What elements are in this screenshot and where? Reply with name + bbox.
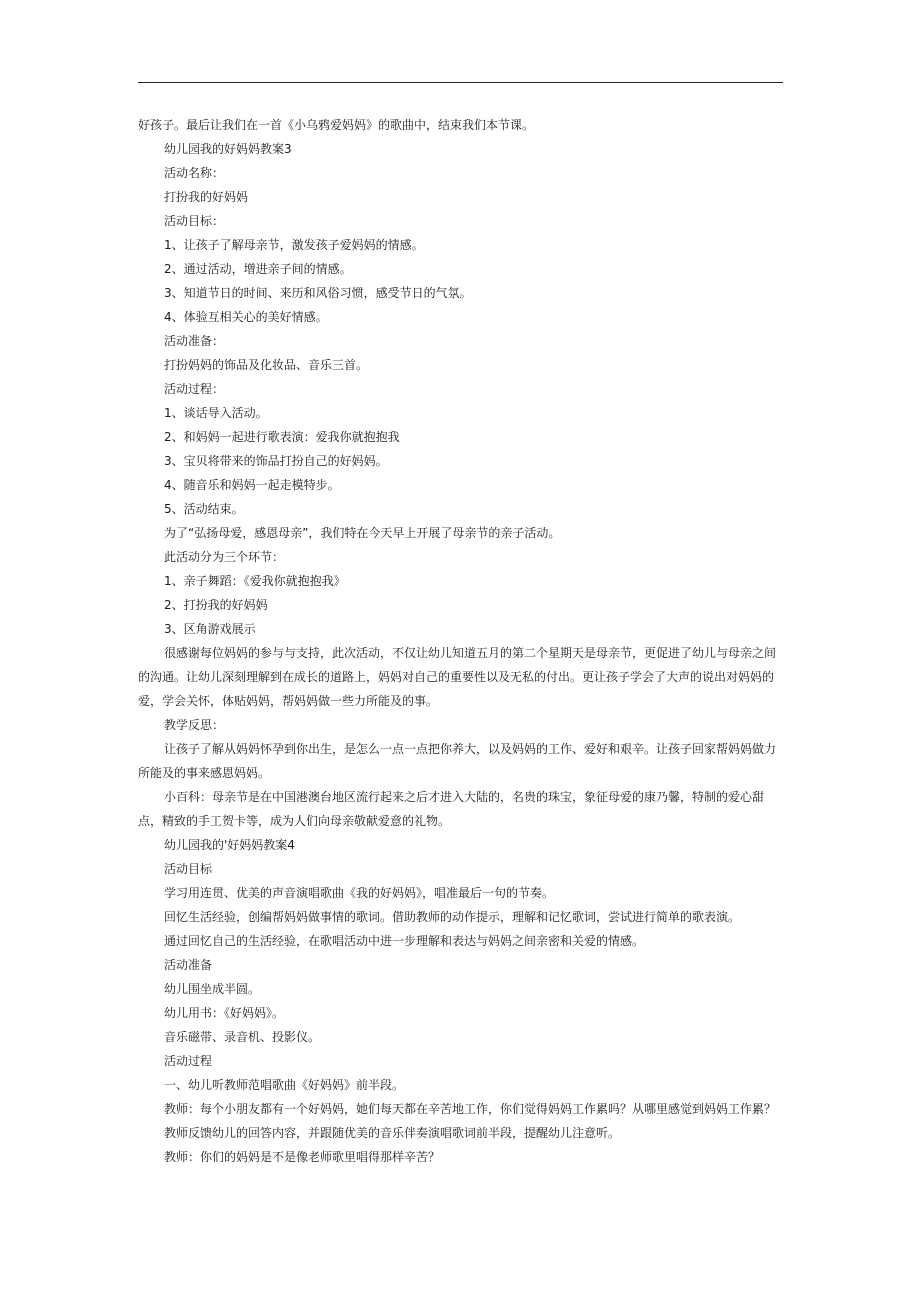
document-body — [138, 113, 783, 1169]
list-item: 4、随音乐和妈妈一起走模特步。 — [164, 478, 340, 492]
list-item: 1、让孩子了解母亲节，激发孩子爱妈妈的情感。 — [164, 238, 424, 252]
text-line: 一、幼儿听教师范唱歌曲《好妈妈》前半段。 — [164, 1078, 405, 1092]
section-heading: 幼儿园我的'好妈妈教案4 — [164, 838, 295, 852]
text-line: 活动过程： — [164, 382, 225, 396]
list-item: 3、宝贝将带来的饰品打扮自己的好妈妈。 — [164, 454, 388, 468]
section-heading: 幼儿园我的好妈妈教案3 — [164, 142, 292, 156]
list-item: 1、谈话导入活动。 — [164, 406, 268, 420]
text-line: 学习用连贯、优美的声音演唱歌曲《我的好妈妈》，唱准最后一句的节奏。 — [164, 886, 555, 900]
text-line: 活动准备 — [164, 958, 213, 972]
paragraph — [138, 641, 783, 713]
list-item: 5、活动结束。 — [164, 502, 244, 516]
text-line: 教师反馈幼儿的回答内容，并跟随优美的音乐伴奏演唱歌词前半段，提醒幼儿注意听。 — [164, 1126, 621, 1140]
text-line: 通过回忆自己的生活经验，在歌唱活动中进一步理解和表达与妈妈之间亲密和关爱的情感。 — [164, 934, 645, 948]
text-line: 活动目标： — [164, 214, 225, 228]
text-line: 回忆生活经验，创编帮妈妈做事情的歌词。借助教师的动作提示，理解和记忆歌词，尝试进行简单的歌表演。 — [164, 910, 741, 924]
paragraph — [138, 785, 783, 833]
list-item: 3、区角游戏展示 — [164, 622, 256, 636]
text-line: 好孩子。最后让我们在一首《小乌鸦爱妈妈》的歌曲中，结束我们本节课。 — [138, 118, 535, 132]
text-line: 活动准备： — [164, 334, 225, 348]
text-line: 教学反思： — [164, 718, 225, 732]
list-item: 3、知道节日的时间、来历和风俗习惯，感受节日的气氛。 — [164, 286, 472, 300]
list-item: 2、和妈妈一起进行歌表演：爱我你就抱抱我 — [164, 430, 400, 444]
text-line: 教师：你们的妈妈是不是像老师歌里唱得那样辛苦？ — [164, 1150, 441, 1164]
text-line: 活动过程 — [164, 1054, 213, 1068]
list-item: 2、打扮我的好妈妈 — [164, 598, 268, 612]
text-line: 音乐磁带、录音机、投影仪。 — [164, 1030, 321, 1044]
text-line: 为了“弘扬母爱，感恩母亲”，我们特在今天早上开展了母亲节的亲子活动。 — [164, 526, 561, 540]
text-line: 活动名称： — [164, 166, 225, 180]
text-line: 此活动分为三个环节： — [164, 550, 285, 564]
text-line: 打扮我的好妈妈 — [164, 190, 249, 204]
paragraph-text: 很感谢每位妈妈的参与与支持，此次活动，不仅让幼儿知道五月的第二个星期天是母亲节，更促进了幼儿与母亲之间的沟通。让幼儿深刻理解到在成长的道路上，妈妈对自己的重要性以及无私的付出。更让孩子学会了大声的说出对妈妈的爱，学会关怀，体贴妈妈，帮妈妈做一些力所能及的事。 — [138, 646, 777, 708]
paragraph — [138, 737, 783, 785]
list-item: 4、体验互相关心的美好情感。 — [164, 310, 328, 324]
text-line: 幼儿围坐成半圆。 — [164, 982, 261, 996]
paragraph-text: 让孩子了解从妈妈怀孕到你出生，是怎么一点一点把你养大，以及妈妈的工作、爱好和艰辛。让孩子回家帮妈妈做力所能及的事来感恩妈妈。 — [138, 742, 777, 780]
list-item: 2、通过活动，增进亲子间的情感。 — [164, 262, 352, 276]
text-line: 打扮妈妈的饰品及化妆品、音乐三首。 — [164, 358, 369, 372]
text-line: 活动目标 — [164, 862, 213, 876]
text-line: 幼儿用书：《好妈妈》。 — [164, 1006, 285, 1020]
list-item: 1、亲子舞蹈：《爱我你就抱抱我》 — [164, 574, 346, 588]
header-rule — [138, 82, 783, 83]
text-line: 教师：每个小朋友都有一个好妈妈，她们每天都在辛苦地工作，你们觉得妈妈工作累吗？从哪里感觉到妈妈工作累？ — [164, 1102, 777, 1116]
paragraph-text: 小百科：母亲节是在中国港澳台地区流行起来之后才进入大陆的，名贵的珠宝，象征母爱的康乃馨，特制的爱心甜点，精致的手工贺卡等，成为人们向母亲敬献爱意的礼物。 — [138, 790, 765, 828]
